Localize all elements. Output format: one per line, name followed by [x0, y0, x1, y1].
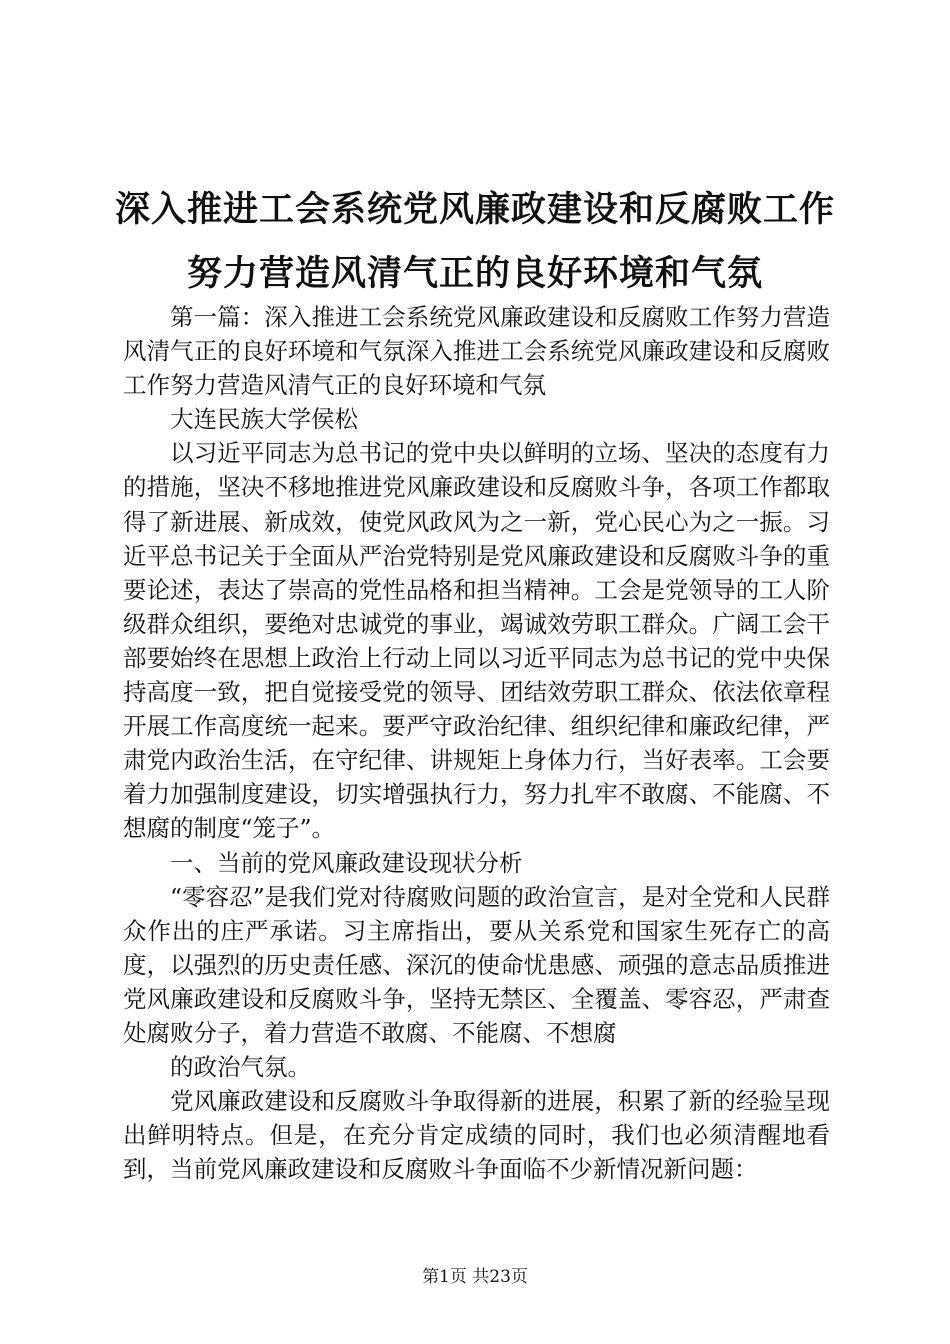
paragraph-intro: 第一篇：深入推进工会系统党风廉政建设和反腐败工作努力营造风清气正的良好环境和气氛深入推进工会系统党风廉政建设和反腐败工作努力营造风清气正的良好环境和气氛: [123, 303, 830, 400]
paragraph-author: 大连民族大学侯松: [170, 405, 358, 434]
paragraph-body-3: 党风廉政建设和反腐败斗争取得新的进展，积累了新的经验呈现出鲜明特点。但是，在充分肯定成绩的同时，我们也必须清醒地看到，当前党风廉政建设和反腐败斗争面临不少新情况新问题：: [123, 1087, 830, 1184]
paragraph-body-2-continued: 的政治气氛。: [170, 1053, 311, 1082]
section-heading: 一、当前的党风廉政建设现状分析: [170, 848, 523, 877]
document-title-line-1: 深入推进工会系统党风廉政建设和反腐败工作: [114, 189, 835, 230]
document-title-line-2: 努力营造风清气正的良好环境和气氛: [186, 253, 763, 294]
paragraph-body-1: 以习近平同志为总书记的党中央以鲜明的立场、坚决的态度有力的措施，坚决不移地推进党风廉政建设和反腐败斗争，各项工作都取得了新进展、新成效，使党风政风为之一新，党心民心为之一振。习近平总书记关于全面从严治党特别是党风廉政建设和反腐败斗争的重要论述，表达了崇高的党性品格和担当精神。工会是党领导的工人阶级群众组织，要绝对忠诚党的事业，竭诚效劳职工群众。广阔工会干部要始终在思想上政治上行动上同以习近平同志为总书记的党中央保持高度一致，把自觉接受党的领导、团结效劳职工群众、依法依章程开展工作高度统一起来。要严守政治纪律、组织纪律和廉政纪律，严肃党内政治生活，在守纪律、讲规矩上身体力行，当好表率。工会要着力加强制度建设，切实增强执行力，努力扎牢不敢腐、不能腐、不想腐的制度“笼子”。: [123, 439, 830, 843]
document-body: [123, 300, 830, 1186]
paragraph-body-2: “零容忍”是我们党对待腐败问题的政治宣言，是对全党和人民群众作出的庄严承诺。习主席指出，要从关系党和国家生死存亡的高度，以强烈的历史责任感、深沉的使命忧患感、顽强的意志品质推进党风廉政建设和反腐败斗争，坚持无禁区、全覆盖、零容忍，严肃查处腐败分子，着力营造不敢腐、不能腐、不想腐: [123, 882, 830, 1047]
page-number-footer: 第1页 共23页: [422, 1267, 528, 1287]
